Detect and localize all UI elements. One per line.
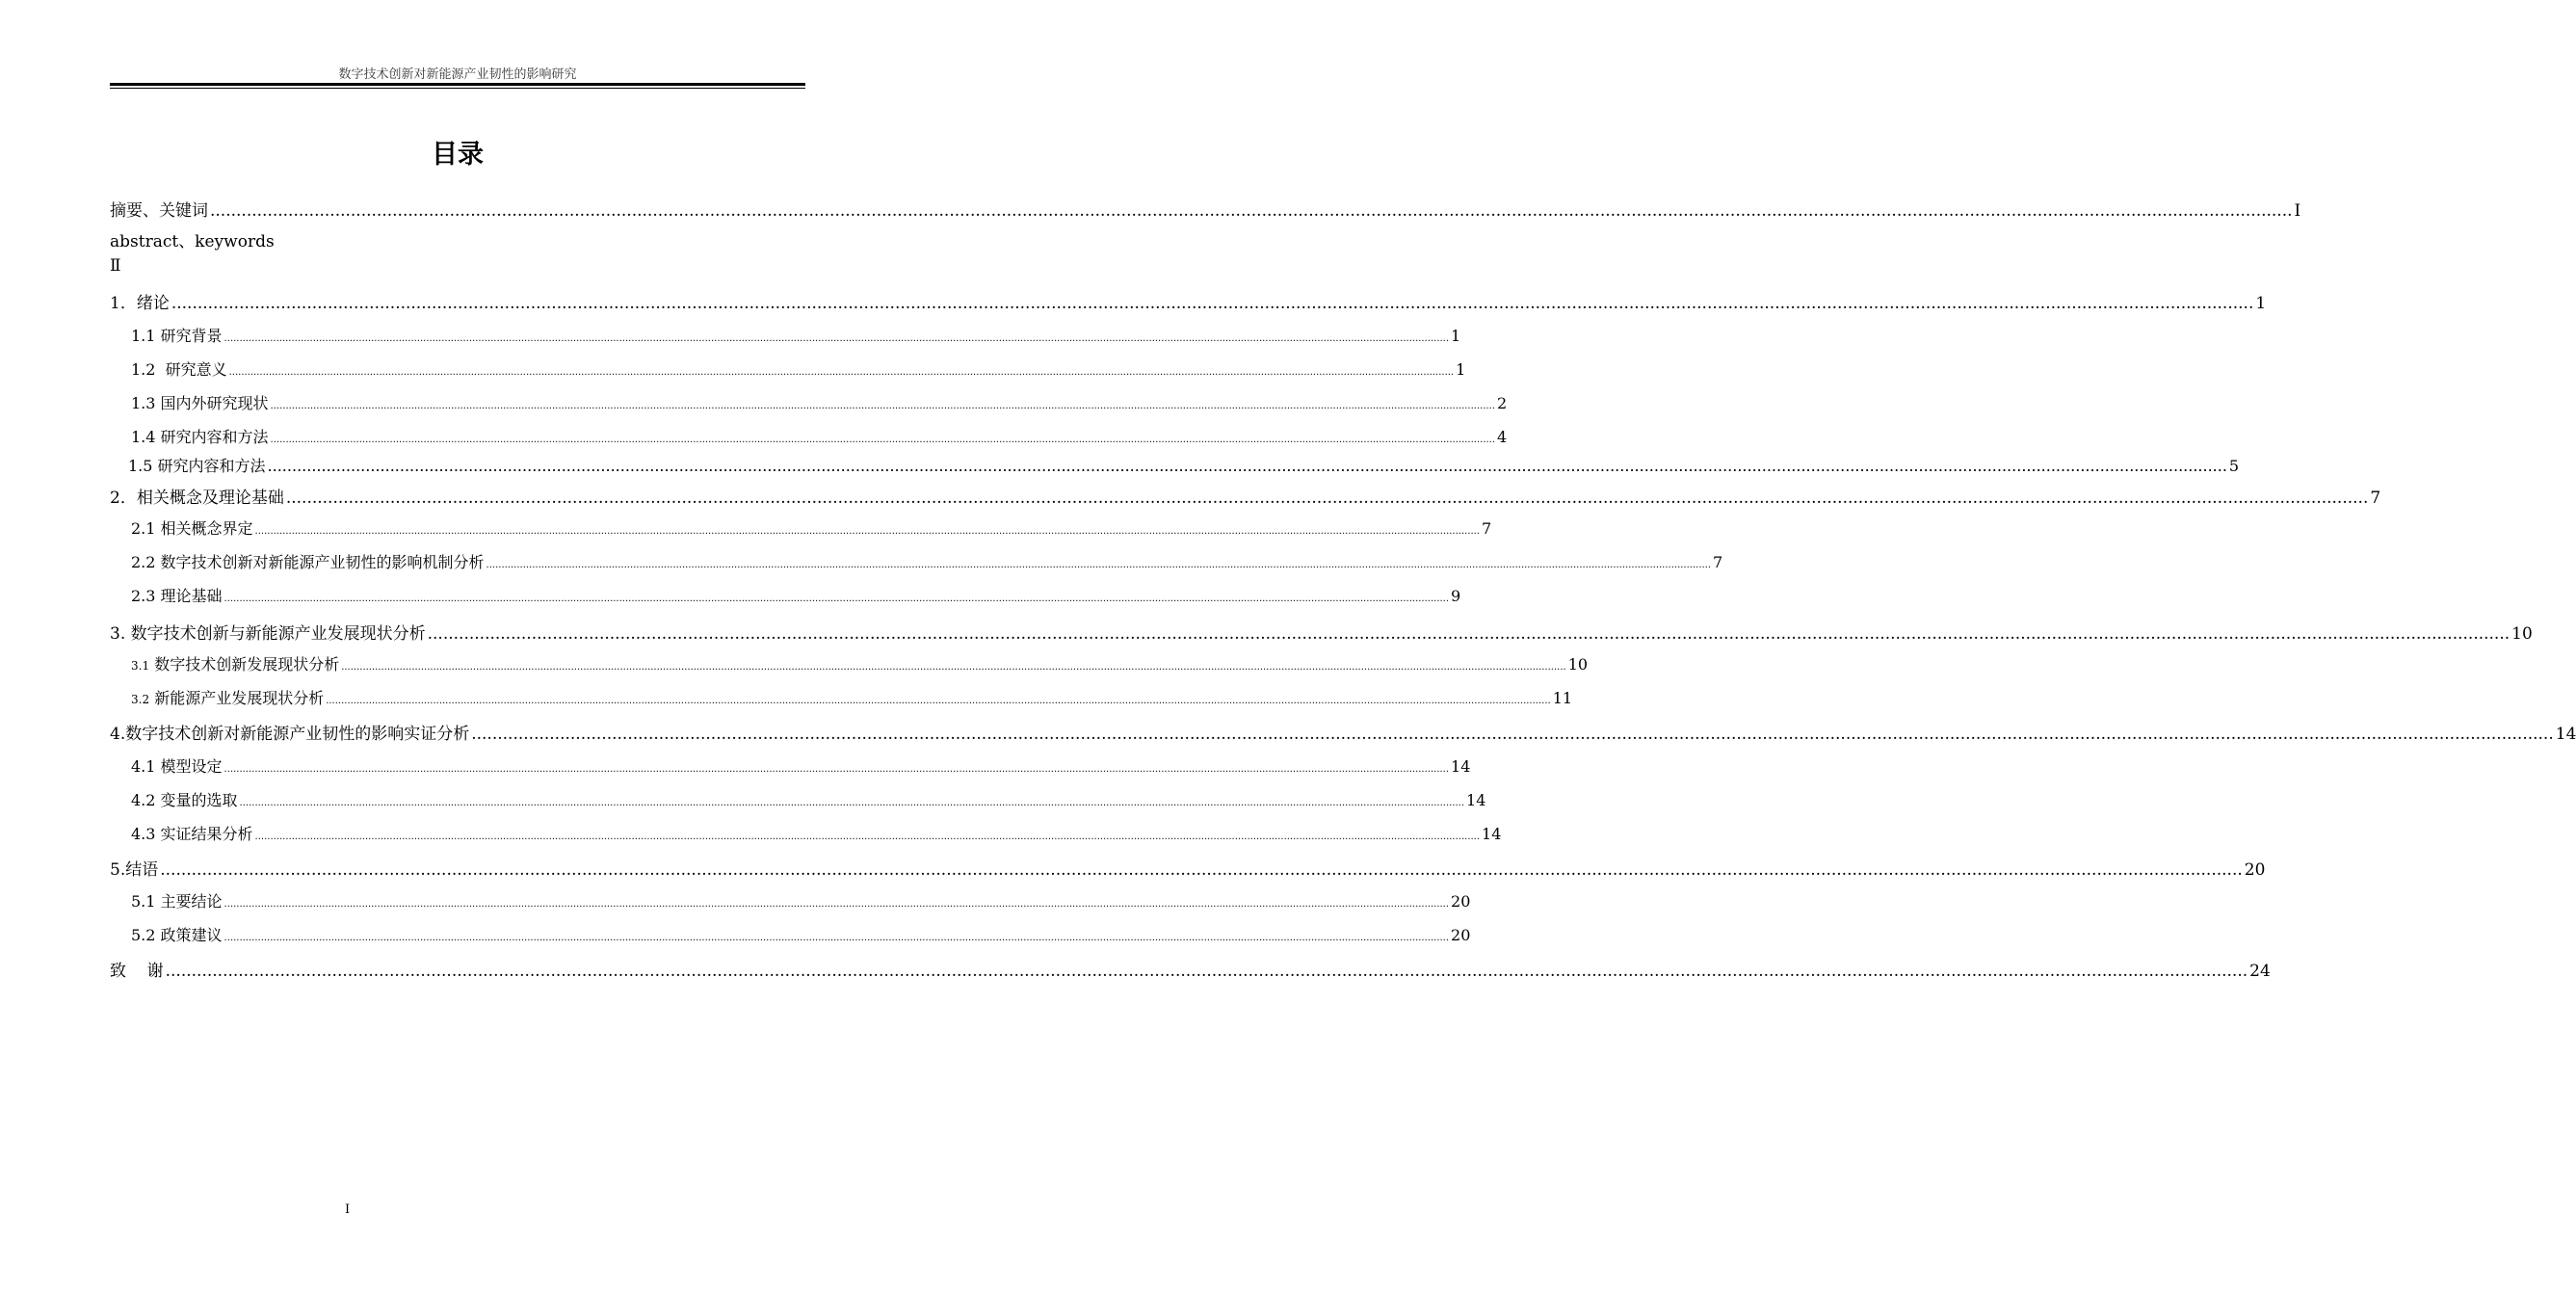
toc-entry-abstract-en[interactable]: abstract、keywords bbox=[110, 232, 275, 251]
header-rule-thick bbox=[110, 83, 805, 86]
toc-entry-3-2[interactable] bbox=[110, 686, 1573, 709]
toc-leader-dots: ................................................................................................................................................................................................................................................................................................................................................................................................................ bbox=[471, 725, 2554, 744]
toc-entry-page: 1 bbox=[1456, 360, 1466, 379]
toc-entry-1-4[interactable] bbox=[110, 425, 1508, 448]
toc-entry-label: 1.5 研究内容和方法 bbox=[128, 457, 266, 475]
toc-entry-page: 1 bbox=[2255, 294, 2267, 313]
toc-entry-page: 7 bbox=[2370, 489, 2381, 508]
toc-leader-dots: ................................................................................................................................................................................................................................................................................................................................................................................................................ bbox=[326, 696, 1551, 706]
toc-entry-label: 1.2 研究意义 bbox=[131, 360, 227, 379]
toc-leader-dots: ................................................................................................................................................................................................................................................................................................................................................................................................................ bbox=[254, 526, 1481, 537]
toc-entry-abstract-en-page: Ⅱ bbox=[110, 256, 121, 276]
toc-entry-abstract-cn[interactable] bbox=[110, 197, 2301, 221]
toc-entry-label: 致 谢 bbox=[110, 962, 164, 981]
toc-entry-label: 1．绪论 bbox=[110, 294, 170, 313]
toc-leader-dots: ................................................................................................................................................................................................................................................................................................................................................................................................................ bbox=[223, 594, 1450, 604]
toc-entry-4-3[interactable] bbox=[110, 822, 1502, 845]
toc-entry-label: 2.3 理论基础 bbox=[131, 587, 223, 605]
toc-entry-2-1[interactable] bbox=[110, 516, 1492, 540]
toc-leader-dots: ................................................................................................................................................................................................................................................................................................................................................................................................................ bbox=[223, 933, 1450, 943]
toc-leader-dots: ................................................................................................................................................................................................................................................................................................................................................................................................................ bbox=[165, 962, 2248, 981]
toc-entry-5-2[interactable] bbox=[110, 923, 1471, 946]
toc-entry-page: I bbox=[2294, 201, 2301, 221]
toc-entry-label: 3. 数字技术创新与新能源产业发展现状分析 bbox=[110, 624, 426, 644]
toc-entry-label: 1.3 国内外研究现状 bbox=[131, 394, 269, 412]
toc-entry-label: 2.2 数字技术创新对新能源产业韧性的影响机制分析 bbox=[131, 553, 485, 571]
toc-entry-label: 5.1 主要结论 bbox=[131, 892, 223, 911]
toc-leader-dots: ................................................................................................................................................................................................................................................................................................................................................................................................................ bbox=[223, 899, 1450, 910]
toc-entry-page: 14 bbox=[2555, 725, 2576, 744]
toc-entry-page: 10 bbox=[1567, 655, 1589, 674]
toc-leader-dots: ................................................................................................................................................................................................................................................................................................................................................................................................................ bbox=[341, 662, 1566, 673]
toc-leader-dots: ................................................................................................................................................................................................................................................................................................................................................................................................................ bbox=[210, 201, 2293, 221]
toc-leader-dots: ................................................................................................................................................................................................................................................................................................................................................................................................................ bbox=[223, 333, 1450, 344]
toc-entry-chapter-3[interactable] bbox=[110, 620, 2533, 644]
toc-entry-4-2[interactable] bbox=[110, 788, 1486, 811]
toc-entry-1-5[interactable] bbox=[110, 454, 2240, 477]
toc-entry-page: 24 bbox=[2249, 962, 2271, 981]
toc-entry-number: 3.1 bbox=[131, 659, 150, 673]
toc-entry-number: 3.2 bbox=[131, 693, 150, 706]
toc-entry-page: 1 bbox=[1451, 327, 1461, 345]
toc-leader-dots: ................................................................................................................................................................................................................................................................................................................................................................................................................ bbox=[160, 860, 2243, 880]
toc-entry-5-1[interactable] bbox=[110, 889, 1471, 912]
toc-entry-label: 2.1 相关概念界定 bbox=[131, 519, 253, 538]
toc-entry-page: 20 bbox=[1451, 926, 1471, 944]
toc-entry-page: 7 bbox=[1482, 519, 1492, 538]
toc-entry-label: 摘要、关键词 bbox=[110, 201, 208, 221]
toc-entry-page: 14 bbox=[1466, 791, 1486, 809]
toc-entry-acknowledgements[interactable] bbox=[110, 957, 2271, 981]
toc-leader-dots: ................................................................................................................................................................................................................................................................................................................................................................................................................ bbox=[171, 294, 2254, 313]
toc-entry-chapter-1[interactable] bbox=[110, 289, 2267, 313]
toc-title: 目录 bbox=[432, 140, 484, 170]
toc-entry-page: 20 bbox=[2244, 860, 2266, 880]
toc-entry-label: 4.1 模型设定 bbox=[131, 757, 223, 776]
toc-entry-1-2[interactable] bbox=[110, 357, 1466, 381]
toc-leader-dots: ................................................................................................................................................................................................................................................................................................................................................................................................................ bbox=[254, 832, 1481, 842]
toc-entry-chapter-2[interactable] bbox=[110, 484, 2381, 508]
toc-entry-label: 5.结语 bbox=[110, 860, 159, 880]
toc-entry-chapter-5[interactable] bbox=[110, 856, 2266, 880]
toc-entry-label-wrap bbox=[131, 686, 324, 708]
toc-entry-page: 4 bbox=[1497, 428, 1508, 446]
toc-entry-label: 4.3 实证结果分析 bbox=[131, 825, 253, 843]
toc-leader-dots: ................................................................................................................................................................................................................................................................................................................................................................................................................ bbox=[239, 798, 1465, 808]
toc-entry-label: 2．相关概念及理论基础 bbox=[110, 489, 284, 508]
toc-entry-chapter-4[interactable] bbox=[110, 720, 2576, 744]
running-header: 数字技术创新对新能源产业韧性的影响研究 bbox=[338, 67, 577, 82]
toc-entry-label: 1.4 研究内容和方法 bbox=[131, 428, 269, 446]
toc-entry-page: 20 bbox=[1451, 892, 1471, 911]
toc-entry-page: 14 bbox=[1451, 757, 1471, 776]
toc-entry-label-wrap bbox=[131, 652, 339, 674]
toc-leader-dots: ................................................................................................................................................................................................................................................................................................................................................................................................................ bbox=[486, 560, 1712, 570]
toc-entry-2-3[interactable] bbox=[110, 584, 1461, 607]
toc-entry-2-2[interactable] bbox=[110, 550, 1723, 573]
toc-entry-4-1[interactable] bbox=[110, 754, 1471, 778]
toc-entry-page: 5 bbox=[2228, 457, 2240, 475]
toc-entry-page: 14 bbox=[1482, 825, 1502, 843]
toc-leader-dots: ................................................................................................................................................................................................................................................................................................................................................................................................................ bbox=[267, 457, 2227, 475]
toc-entry-3-1[interactable] bbox=[110, 652, 1589, 675]
toc-leader-dots: ................................................................................................................................................................................................................................................................................................................................................................................................................ bbox=[285, 489, 2369, 508]
toc-leader-dots: ................................................................................................................................................................................................................................................................................................................................................................................................................ bbox=[228, 367, 1455, 378]
toc-entry-label: 数字技术创新发展现状分析 bbox=[154, 655, 340, 674]
toc-entry-page: 9 bbox=[1451, 587, 1461, 605]
toc-entry-page: 11 bbox=[1552, 689, 1573, 707]
footer-page-number: I bbox=[345, 1202, 351, 1217]
toc-entry-label: 新能源产业发展现状分析 bbox=[154, 689, 325, 707]
toc-entry-1-1[interactable] bbox=[110, 324, 1461, 347]
toc-entry-page: 10 bbox=[2511, 624, 2533, 644]
toc-entry-label: 1.1 研究背景 bbox=[131, 327, 223, 345]
toc-entry-1-3[interactable] bbox=[110, 391, 1508, 414]
toc-leader-dots: ................................................................................................................................................................................................................................................................................................................................................................................................................ bbox=[427, 624, 2510, 644]
toc-entry-label: 5.2 政策建议 bbox=[131, 926, 223, 944]
toc-entry-label: 4.数字技术创新对新能源产业韧性的影响实证分析 bbox=[110, 725, 470, 744]
toc-entry-page: 2 bbox=[1497, 394, 1508, 412]
toc-entry-page: 7 bbox=[1713, 553, 1723, 571]
toc-entry-label: 4.2 变量的选取 bbox=[131, 791, 238, 809]
toc-leader-dots: ................................................................................................................................................................................................................................................................................................................................................................................................................ bbox=[270, 435, 1496, 445]
toc-leader-dots: ................................................................................................................................................................................................................................................................................................................................................................................................................ bbox=[270, 401, 1496, 411]
header-rule-thin bbox=[110, 88, 805, 89]
toc-leader-dots: ................................................................................................................................................................................................................................................................................................................................................................................................................ bbox=[223, 764, 1450, 775]
